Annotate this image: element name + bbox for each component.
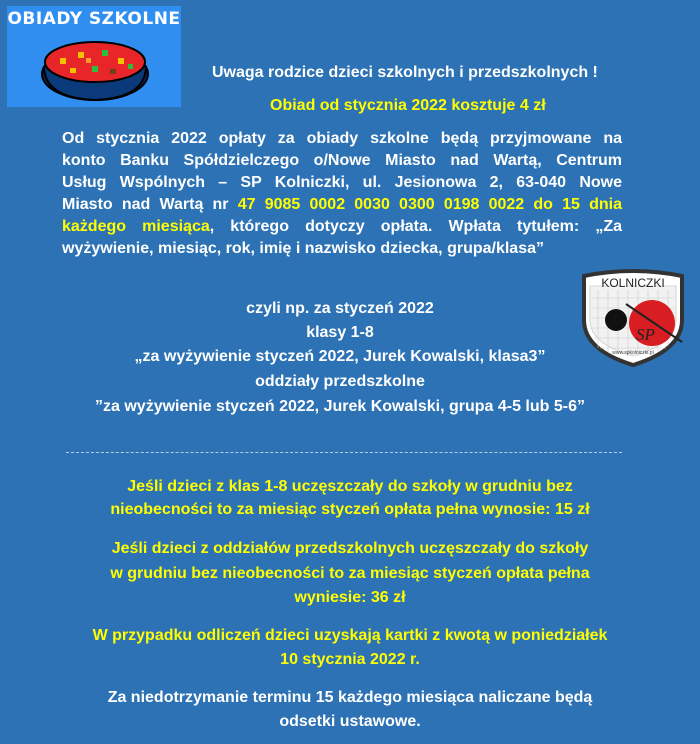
preschool-fee-line: w grudniu bez nieobecności to za miesiąc styczeń opłata pełna (110, 565, 590, 582)
dashed-divider (66, 452, 622, 453)
cards-line: W przypadku odliczeń dzieci uzyskają kartki z kwotą w poniedziałek (92, 627, 608, 644)
cards-line: 10 stycznia 2022 r. (280, 651, 420, 668)
example-preschool: ”za wyżywienie styczeń 2022, Jurek Kowalski, grupa 4-5 lub 5-6” (95, 398, 585, 415)
example-intro: czyli np. za styczeń 2022 (246, 300, 434, 317)
preschool-fee-line: Jeśli dzieci z oddziałów przedszkolnych uczęszczały do szkoły (111, 540, 589, 557)
school-logo-url: www.spkolniczki.pl (612, 350, 654, 356)
school-fee-line: nieobecności to za miesiąc styczeń opłata pełna wynosie: 15 zł (110, 501, 590, 518)
logo-title: OBIADY SZKOLNE (7, 9, 181, 29)
paragraph-line: konto Banku Spółdzielczego o/Nowe Miasto nad Wartą, Centrum (62, 152, 622, 169)
example-classes: „za wyżywienie styczeń 2022, Jurek Kowalski, klasa3” (134, 348, 546, 365)
paragraph-line: wyżywienie, miesiąc, rok, imię i nazwisko dziecka, grupa/klasa” (62, 240, 544, 257)
preschool-fee-line: wyniesie: 36 zł (294, 589, 406, 606)
example-preschool-label: oddziały przedszkolne (255, 373, 425, 390)
payment-paragraph (62, 128, 622, 260)
obiady-logo (7, 6, 181, 107)
notice-heading: Uwaga rodzice dzieci szkolnych i przedszkolnych ! (212, 64, 598, 81)
paragraph-text: Miasto nad Wartą nr (62, 196, 238, 213)
paragraph-line (62, 194, 622, 216)
interest-line: odsetki ustawowe. (279, 713, 421, 730)
account-number: 47 9085 0002 0030 0300 0198 0022 do 15 dnia (237, 196, 622, 213)
school-logo-text: KOLNICZKI (601, 276, 665, 290)
paragraph-line (62, 216, 622, 238)
price-heading: Obiad od stycznia 2022 kosztuje 4 zł (270, 97, 546, 114)
soup-bowl-icon (40, 36, 150, 104)
example-classes-label: klasy 1-8 (306, 324, 374, 341)
interest-line: Za niedotrzymanie terminu 15 każdego miesiąca naliczane będą (107, 689, 593, 706)
paragraph-line: Usług Wspólnych – SP Kolniczki, ul. Jesionowa 2, 63-040 Nowe (62, 174, 622, 191)
paragraph-text: , którego dotyczy opłata. Wpłata tytułem: „Za (209, 218, 623, 235)
paragraph-line: Od stycznia 2022 opłaty za obiady szkolne będą przyjmowane na (62, 130, 622, 147)
school-fee-line: Jeśli dzieci z klas 1-8 uczęszczały do szkoły w grudniu bez (127, 478, 573, 495)
deadline-text: każdego miesiąca (62, 218, 210, 235)
school-logo-initials: SP (636, 325, 655, 344)
